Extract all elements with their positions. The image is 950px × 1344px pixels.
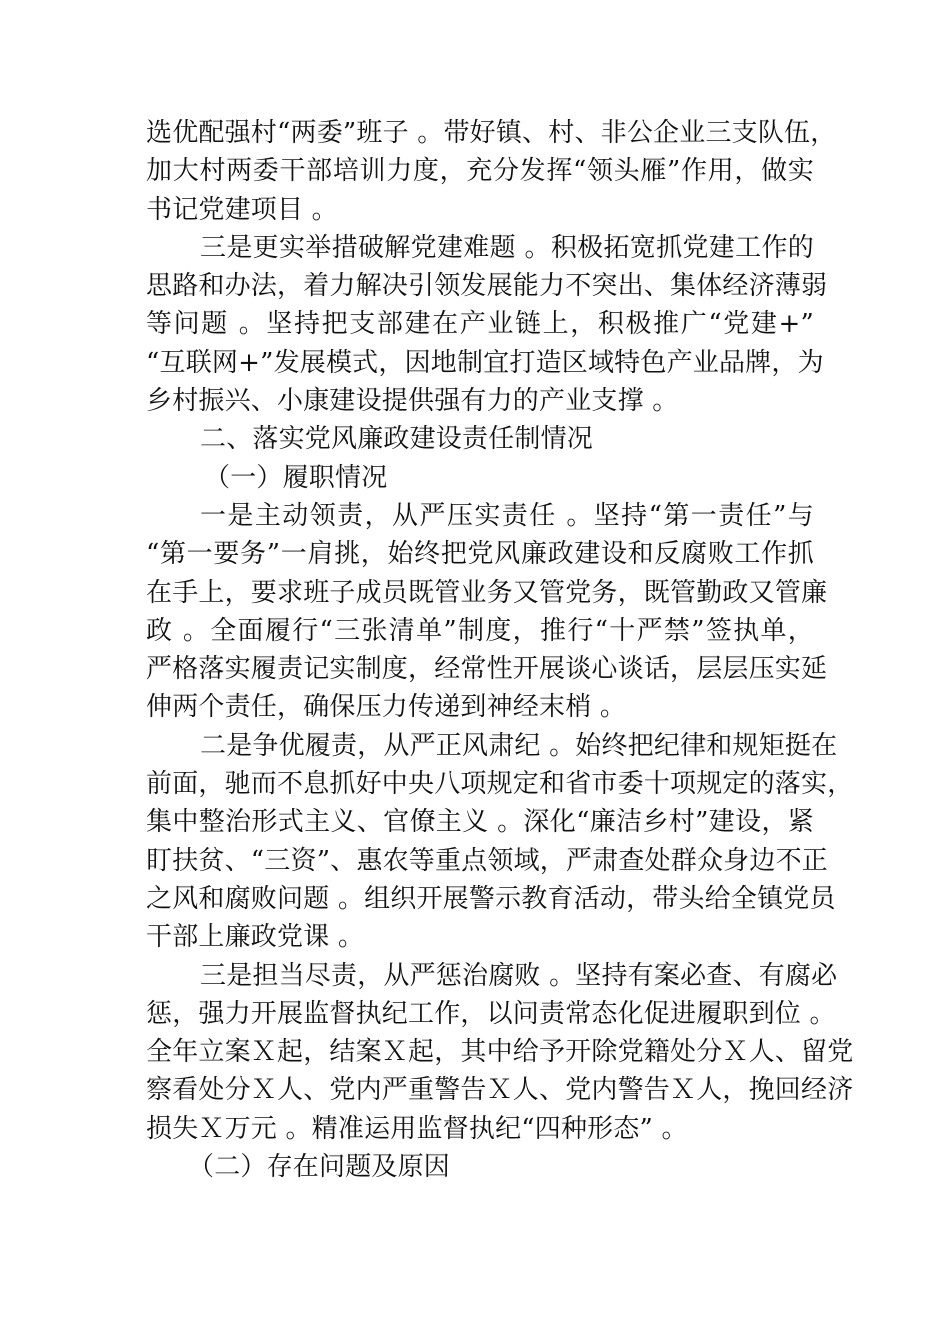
- text-line: 前面，驰而不息抓好中央八项规定和省市委十项规定的落实，: [146, 769, 854, 800]
- paragraph-start-line: 三是更实举措破解党建难题 。积极拓宽抓党建工作的: [200, 232, 814, 263]
- text-line: 之风和腐败问题 。组织开展警示教育活动，带头给全镇党员: [146, 883, 836, 914]
- paragraph-start-line: 一是主动领责，从严压实责任 。坚持“第一责任”与: [200, 500, 814, 531]
- subsection-heading: （二）存在问题及原因: [188, 1152, 451, 1183]
- text-line: 伸两个责任，确保压力传递到神经末梢 。: [146, 692, 627, 723]
- text-line: 察看处分Ｘ人、党内严重警告Ｘ人、党内警告Ｘ人，挽回经济: [146, 1075, 854, 1106]
- text-line: 政 。全面履行“三张清单”制度，推行“十严禁”签执单，: [146, 615, 814, 646]
- subsection-heading: （一）履职情况: [204, 462, 388, 493]
- text-line: 集中整治形式主义、官僚主义 。深化“廉洁乡村”建设，紧: [146, 807, 814, 838]
- text-line: “互联网+”发展模式，因地制宜打造区域特色产业品牌，为: [146, 347, 824, 378]
- text-line: 干部上廉政党课 。: [146, 922, 365, 953]
- text-line: “第一要务”一肩挑，始终把党风廉政建设和反腐败工作抓: [146, 539, 814, 570]
- paragraph-start-line: 二是争优履责，从严正风肃纪 。始终把纪律和规矩挺在: [200, 730, 838, 761]
- section-heading: 二、落实党风廉政建设责任制情况: [200, 424, 594, 455]
- text-line: 损失Ｘ万元 。精准运用监督执纪“四种形态” 。: [146, 1113, 688, 1144]
- text-line: 加大村两委干部培训力度，充分发挥“领头雁”作用，做实: [146, 156, 814, 187]
- text-line: 盯扶贫、“三资”、惠农等重点领域，严肃查处群众身边不正: [146, 845, 828, 876]
- text-line: 严格落实履责记实制度，经常性开展谈心谈话，层层压实延: [146, 654, 828, 685]
- paragraph-start-line: 三是担当尽责，从严惩治腐败 。坚持有案必查、有腐必: [200, 960, 838, 991]
- text-line: 在手上，要求班子成员既管业务又管党务，既管勤政又管廉: [146, 577, 828, 608]
- text-line: 思路和办法，着力解决引领发展能力不突出、集体经济薄弱: [146, 271, 828, 302]
- text-line: 惩，强力开展监督执纪工作，以问责常态化促进履职到位 。: [146, 998, 836, 1029]
- text-line: 选优配强村“两委”班子 。带好镇、村、非公企业三支队伍，: [146, 118, 837, 148]
- text-line: 乡村振兴、小康建设提供强有力的产业支撑 。: [146, 386, 679, 417]
- text-line: 书记党建项目 。: [146, 194, 338, 225]
- text-line: 等问题 。坚持把支部建在产业链上，积极推广“党建+”: [146, 309, 814, 340]
- text-line: 全年立案Ｘ起，结案Ｘ起，其中给予开除党籍处分Ｘ人、留党: [146, 1037, 854, 1068]
- document-body: [146, 114, 854, 1186]
